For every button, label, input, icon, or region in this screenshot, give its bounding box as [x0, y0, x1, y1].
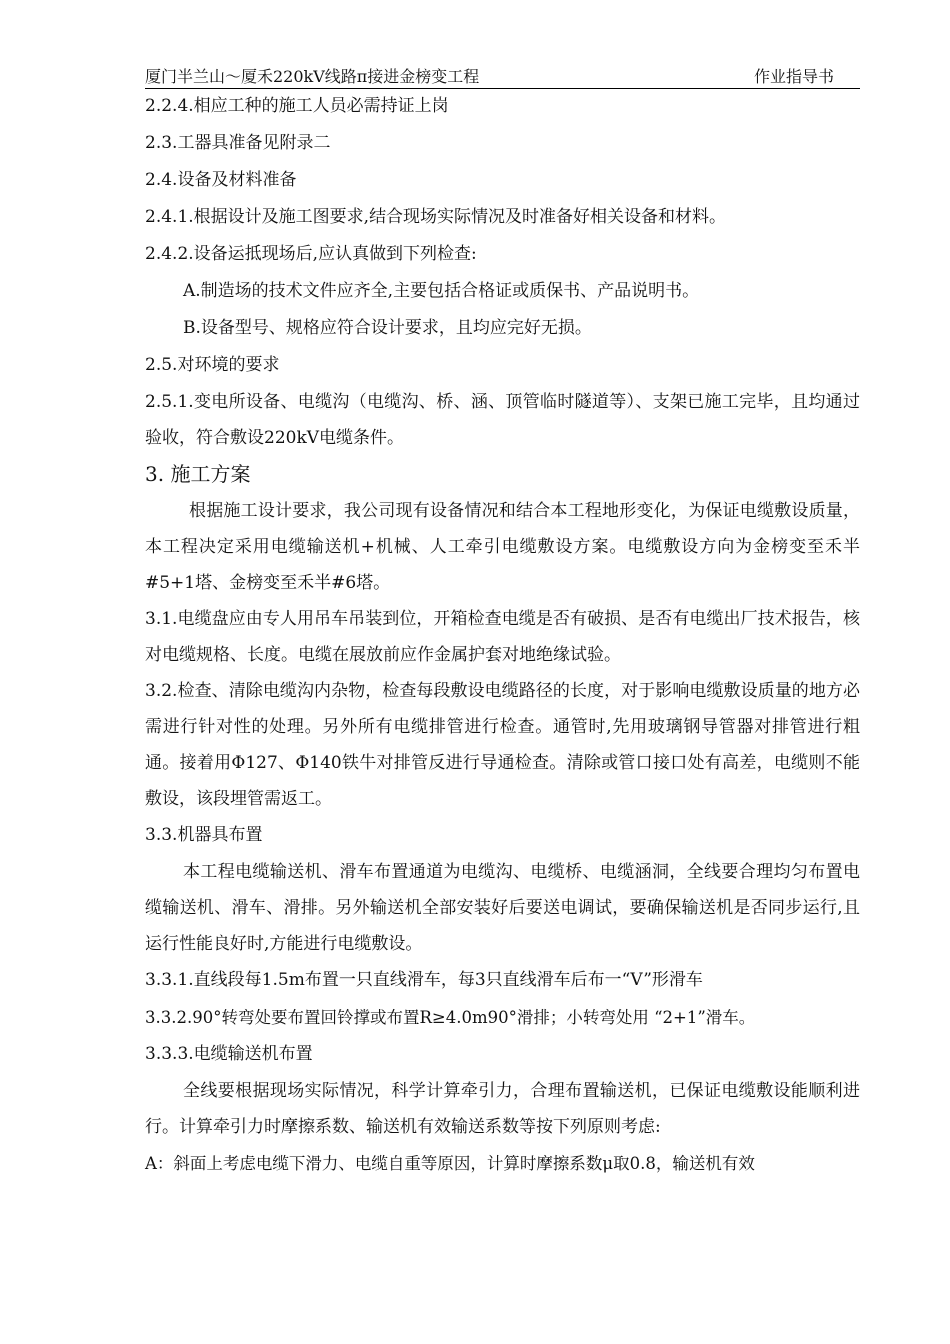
section-3-intro: 根据施工设计要求，我公司现有设备情况和结合本工程地形变化，为保证电缆敷设质量，本工程决定采用电缆输送机+机械、人工牵引电缆敷设方案。电缆敷设方向为金榜变至禾半#5+1塔、金榜变至禾半#6塔。: [145, 501, 860, 593]
clause-3-1: 3.1.电缆盘应由专人用吊车吊装到位，开箱检查电缆是否有破损、是否有电缆出厂技术报告，核对电缆规格、长度。电缆在展放前应作金属护套对地绝缘试验。: [145, 609, 860, 665]
clause-2-4: 2.4.设备及材料准备: [145, 170, 297, 190]
clause-2-4-1: 2.4.1.根据设计及施工图要求,结合现场实际情况及时准备好相关设备和材料。: [145, 207, 727, 227]
clause-3-3-3: 3.3.3.电缆输送机布置: [145, 1044, 313, 1064]
check-item-b: B.设备型号、规格应符合设计要求，且均应完好无损。: [183, 318, 592, 338]
check-item-a: A.制造场的技术文件应齐全,主要包括合格证或质保书、产品说明书。: [183, 281, 700, 301]
clause-3-3-2: 3.3.2.90°转弯处要布置回铃撑或布置R≥4.0m90°滑排；小转弯处用 “2+1”滑车。: [145, 1008, 756, 1027]
clause-3-3-intro: 本工程电缆输送机、滑车布置通道为电缆沟、电缆桥、电缆涵洞，全线要合理均匀布置电缆输送机、滑车、滑排。另外输送机全部安装好后要送电调试，要确保输送机是否同步运行,且运行性能良好时,方能进行电缆敷设。: [145, 862, 860, 954]
clause-2-5-1: 2.5.1.变电所设备、电缆沟（电缆沟、桥、涵、顶管临时隧道等）、支架已施工完毕，且均通过验收，符合敷设220kV电缆条件。: [145, 392, 860, 448]
clause-3-3: 3.3.机器具布置: [145, 825, 263, 845]
principle-a: A：斜面上考虑电缆下滑力、电缆自重等原因，计算时摩擦系数μ取0.8，输送机有效: [145, 1154, 755, 1173]
clause-2-4-2: 2.4.2.设备运抵现场后,应认真做到下列检查:: [145, 244, 477, 264]
clause-3-3-1: 3.3.1.直线段每1.5m布置一只直线滑车，每3只直线滑车后布一“V”形滑车: [145, 970, 703, 990]
clause-2-3: 2.3.工器具准备见附录二: [145, 133, 331, 153]
header-doc-type: 作业指导书: [754, 67, 835, 86]
header-project-title: 厦门半兰山～厦禾220kV线路π接进金榜变工程: [145, 67, 480, 86]
clause-3-2: 3.2.检查、清除电缆沟内杂物，检查每段敷设电缆路径的长度，对于影响电缆敷设质量的地方必需进行针对性的处理。另外所有电缆排管进行检查。通管时,先用玻璃钢导管器对排管进行粗通。接着用Φ127、Φ140铁牛对排管反进行导通检查。清除或管口接口处有高差，电缆则不能敷设，该段埋管需返工。: [145, 681, 860, 809]
clause-3-3-3-body: 全线要根据现场实际情况，科学计算牵引力，合理布置输送机，已保证电缆敷设能顺利进行。计算牵引力时摩擦系数、输送机有效输送系数等按下列原则考虑:: [145, 1081, 860, 1137]
document-body: [145, 88, 860, 1182]
clause-2-2-4: 2.2.4.相应工种的施工人员必需持证上岗: [145, 96, 449, 116]
page-header: [145, 66, 860, 89]
section-3-heading: 3. 施工方案: [145, 462, 251, 486]
clause-2-5: 2.5.对环境的要求: [145, 355, 280, 375]
